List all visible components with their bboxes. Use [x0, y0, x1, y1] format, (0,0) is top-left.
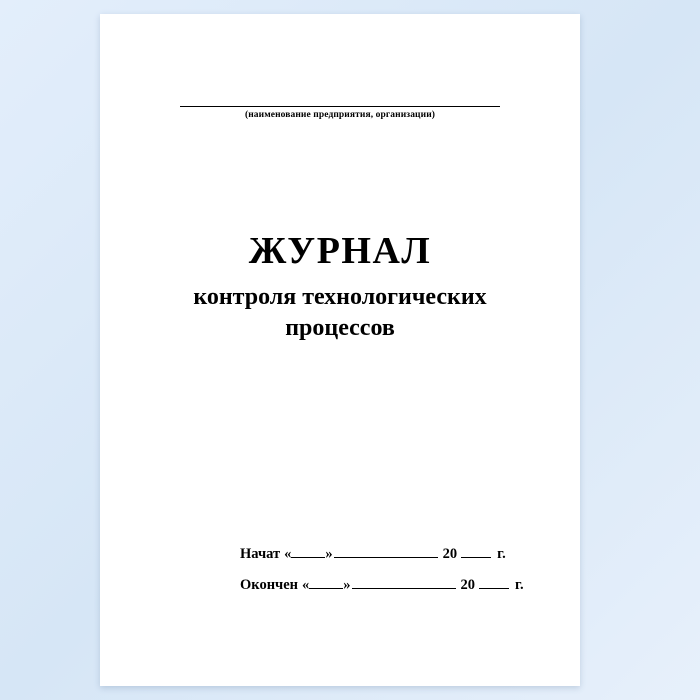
document-footer-block	[240, 546, 570, 608]
document-title-block	[130, 232, 550, 344]
document-subtitle-line2: процессов	[285, 315, 395, 342]
finished-quote-close: »	[343, 577, 351, 593]
started-row	[240, 546, 570, 563]
organization-name-rule	[180, 106, 500, 107]
started-quote-close: »	[325, 546, 333, 562]
started-year-suffix: г.	[497, 546, 506, 562]
finished-year-prefix: 20	[460, 577, 476, 593]
started-quote-open: «	[284, 546, 292, 562]
document-title-main: ЖУРНАЛ	[248, 230, 432, 272]
finished-label: Окончен	[240, 577, 299, 593]
started-day-field	[291, 546, 325, 558]
document-subtitle-line1: контроля технологических	[193, 283, 487, 310]
finished-row	[240, 577, 570, 594]
document-sheet	[100, 14, 580, 686]
started-year-field	[461, 546, 491, 558]
finished-quote-open: «	[302, 577, 310, 593]
organization-name-block	[180, 106, 500, 120]
finished-month-field	[352, 577, 456, 589]
finished-year-suffix: г.	[515, 577, 524, 593]
started-label: Начат	[240, 546, 281, 562]
started-year-prefix: 20	[442, 546, 458, 562]
finished-year-field	[479, 577, 509, 589]
organization-name-caption: (наименование предприятия, организации)	[244, 110, 436, 120]
started-month-field	[334, 546, 438, 558]
finished-day-field	[309, 577, 343, 589]
